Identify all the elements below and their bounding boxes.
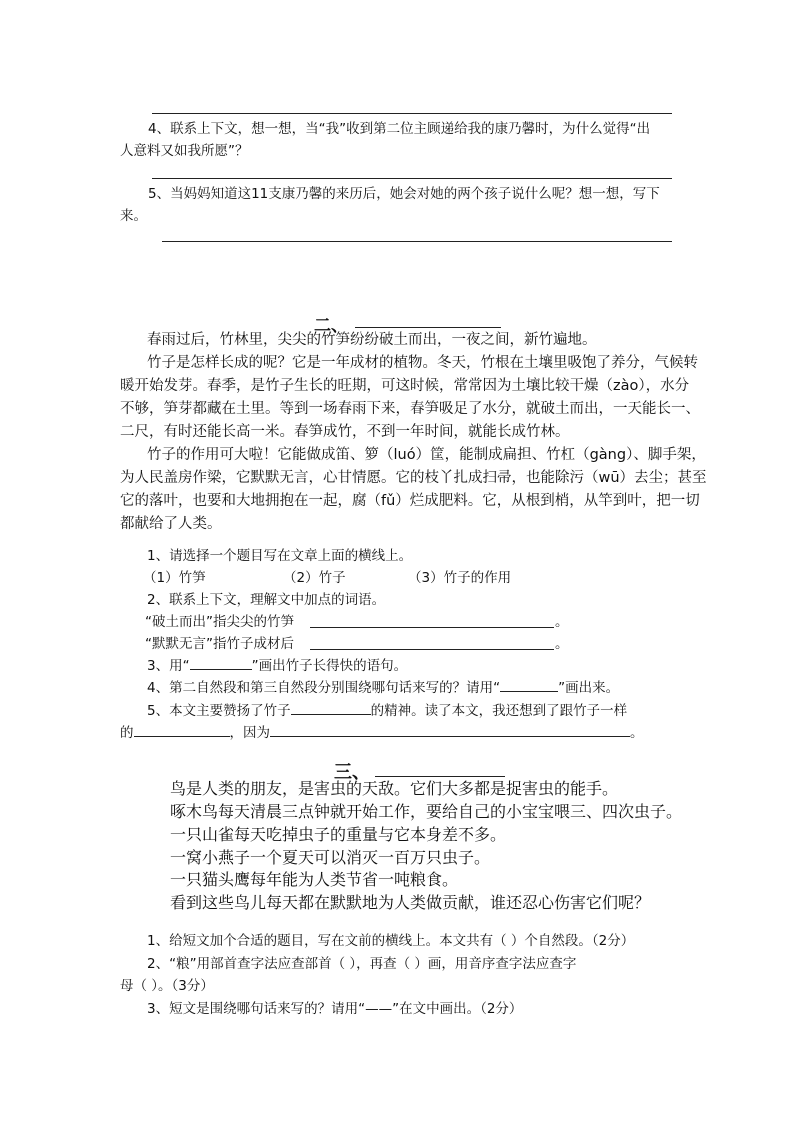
paragraph-3-line: 竹子的作用可大啦！它能做成笛、箩（luó）筐，能制成扁担、竹杠（gàng）、脚手架， xyxy=(147,447,706,463)
question-5 xyxy=(147,700,627,721)
period: 。 xyxy=(555,614,569,630)
question-2: 2、联系上下文，理解文中加点的词语。 xyxy=(147,592,386,608)
paragraph-line: 鸟是人类的朋友，是害虫的天敌。它们大多都是捉害虫的能手。 xyxy=(170,779,619,798)
paragraph-line: 一只猫头鹰每年能为人类节省一吨粮食。 xyxy=(170,870,459,889)
answer-line[interactable] xyxy=(152,178,672,179)
question-5: 5、当妈妈知道这11支康乃馨的来历后，她会对她的两个孩子说什么呢？想一想，写下 xyxy=(148,186,660,202)
question-3: 3、短文是围绕哪句话来写的？请用“——”在文中画出。（2分） xyxy=(147,1001,523,1017)
title-blank[interactable] xyxy=(355,327,501,328)
question-1: 1、请选择一个题目写在文章上面的横线上。 xyxy=(147,548,413,564)
answer-line[interactable] xyxy=(152,113,672,114)
paragraph-3-line: 为人民盖房作梁，它默默无言，心甘情愿。它的枝丫扎成扫帚，也能除污（wū）去尘；甚至 xyxy=(120,470,707,486)
answer-line[interactable] xyxy=(310,649,554,650)
question-3-start: 3、用“ xyxy=(147,658,190,674)
question-5-start: 5、本文主要赞扬了竹子 xyxy=(147,703,291,719)
answer-line[interactable] xyxy=(310,627,554,628)
section-2-heading: 二、 xyxy=(314,316,348,336)
title-blank[interactable] xyxy=(375,776,505,777)
question-5-cont: 来。 xyxy=(120,208,147,224)
question-2a: “破土而出”指尖尖的竹笋 xyxy=(145,614,294,630)
question-2: 2、“粮”用部首查字法应查部首（ ），再查（ ）画，用音序查字法应查字 xyxy=(147,956,577,972)
answer-blank[interactable] xyxy=(134,722,230,737)
option-3[interactable]: （3）竹子的作用 xyxy=(408,570,512,586)
question-4 xyxy=(147,678,619,698)
question-4-end: ”画出来。 xyxy=(558,680,620,696)
question-5-cont xyxy=(120,722,644,743)
question-2b: “默默无言”指竹子成材后 xyxy=(145,636,294,652)
period: 。 xyxy=(630,725,644,741)
section-3-heading: 三、 xyxy=(334,762,370,783)
answer-blank[interactable] xyxy=(291,700,371,715)
paragraph-line: 看到这些鸟儿每天都在默默地为人类做贡献，谁还忍心伤害它们呢？ xyxy=(170,893,651,912)
question-5-mid: 的精神。读了本文，我还想到了跟竹子一样 xyxy=(370,703,628,719)
paragraph-3-line: 都献给了人类。 xyxy=(120,516,222,532)
paragraph-2-line: 二尺，有时还能长高一米。春笋成竹，不到一年时间，就能长成竹林。 xyxy=(120,424,570,440)
option-2[interactable]: （2）竹子 xyxy=(283,570,346,586)
underline-sample xyxy=(190,659,252,670)
paragraph-2-line: 不够，笋芽都藏在土里。等到一场春雨下来，春笋吸足了水分，就破土而出，一天能长一、 xyxy=(120,401,700,417)
question-2-cont: 母（ ）。（3分） xyxy=(120,978,214,994)
question-4-cont: 人意料又如我所愿”？ xyxy=(120,143,249,159)
period: 。 xyxy=(555,636,569,652)
underline-sample xyxy=(500,681,558,692)
question-3-end: ”画出竹子长得快的语句。 xyxy=(251,658,408,674)
option-1[interactable]: （1）竹笋 xyxy=(143,570,206,586)
question-5-de: 的 xyxy=(120,725,134,741)
paragraph-2-line: 竹子是怎样长成的呢？它是一年成材的植物。冬天，竹根在土壤里吸饱了养分，气候转 xyxy=(147,355,698,371)
paragraph-1: 春雨过后，竹林里，尖尖的竹笋纷纷破土而出，一夜之间，新竹遍地。 xyxy=(147,332,597,348)
answer-line[interactable] xyxy=(162,241,672,242)
paragraph-line: 啄木鸟每天清晨三点钟就开始工作，要给自己的小宝宝喂三、四次虫子。 xyxy=(170,802,683,821)
answer-blank[interactable] xyxy=(270,722,630,737)
paragraph-3-line: 它的落叶，也要和大地拥抱在一起，腐（fǔ）烂成肥料。它，从根到梢，从竿到叶，把一切 xyxy=(120,493,700,509)
paragraph-line: 一只山雀每天吃掉虫子的重量与它本身差不多。 xyxy=(170,825,507,844)
question-5-because: ，因为 xyxy=(229,725,270,741)
question-1: 1、给短文加个合适的题目，写在文前的横线上。本文共有（ ）个自然段。（2分） xyxy=(147,933,635,949)
paragraph-2-line: 暖开始发芽。春季，是竹子生长的旺期，可这时候，常常因为土壤比较干燥（zào），水分 xyxy=(120,378,690,394)
paragraph-line: 一窝小燕子一个夏天可以消灭一百万只虫子。 xyxy=(170,848,491,867)
question-4: 4、联系上下文，想一想，当“我”收到第二位主顾递给我的康乃馨时，为什么觉得“出 xyxy=(148,121,651,137)
question-4-start: 4、第二自然段和第三自然段分别围绕哪句话来写的？请用“ xyxy=(147,680,501,696)
question-3 xyxy=(147,656,407,676)
